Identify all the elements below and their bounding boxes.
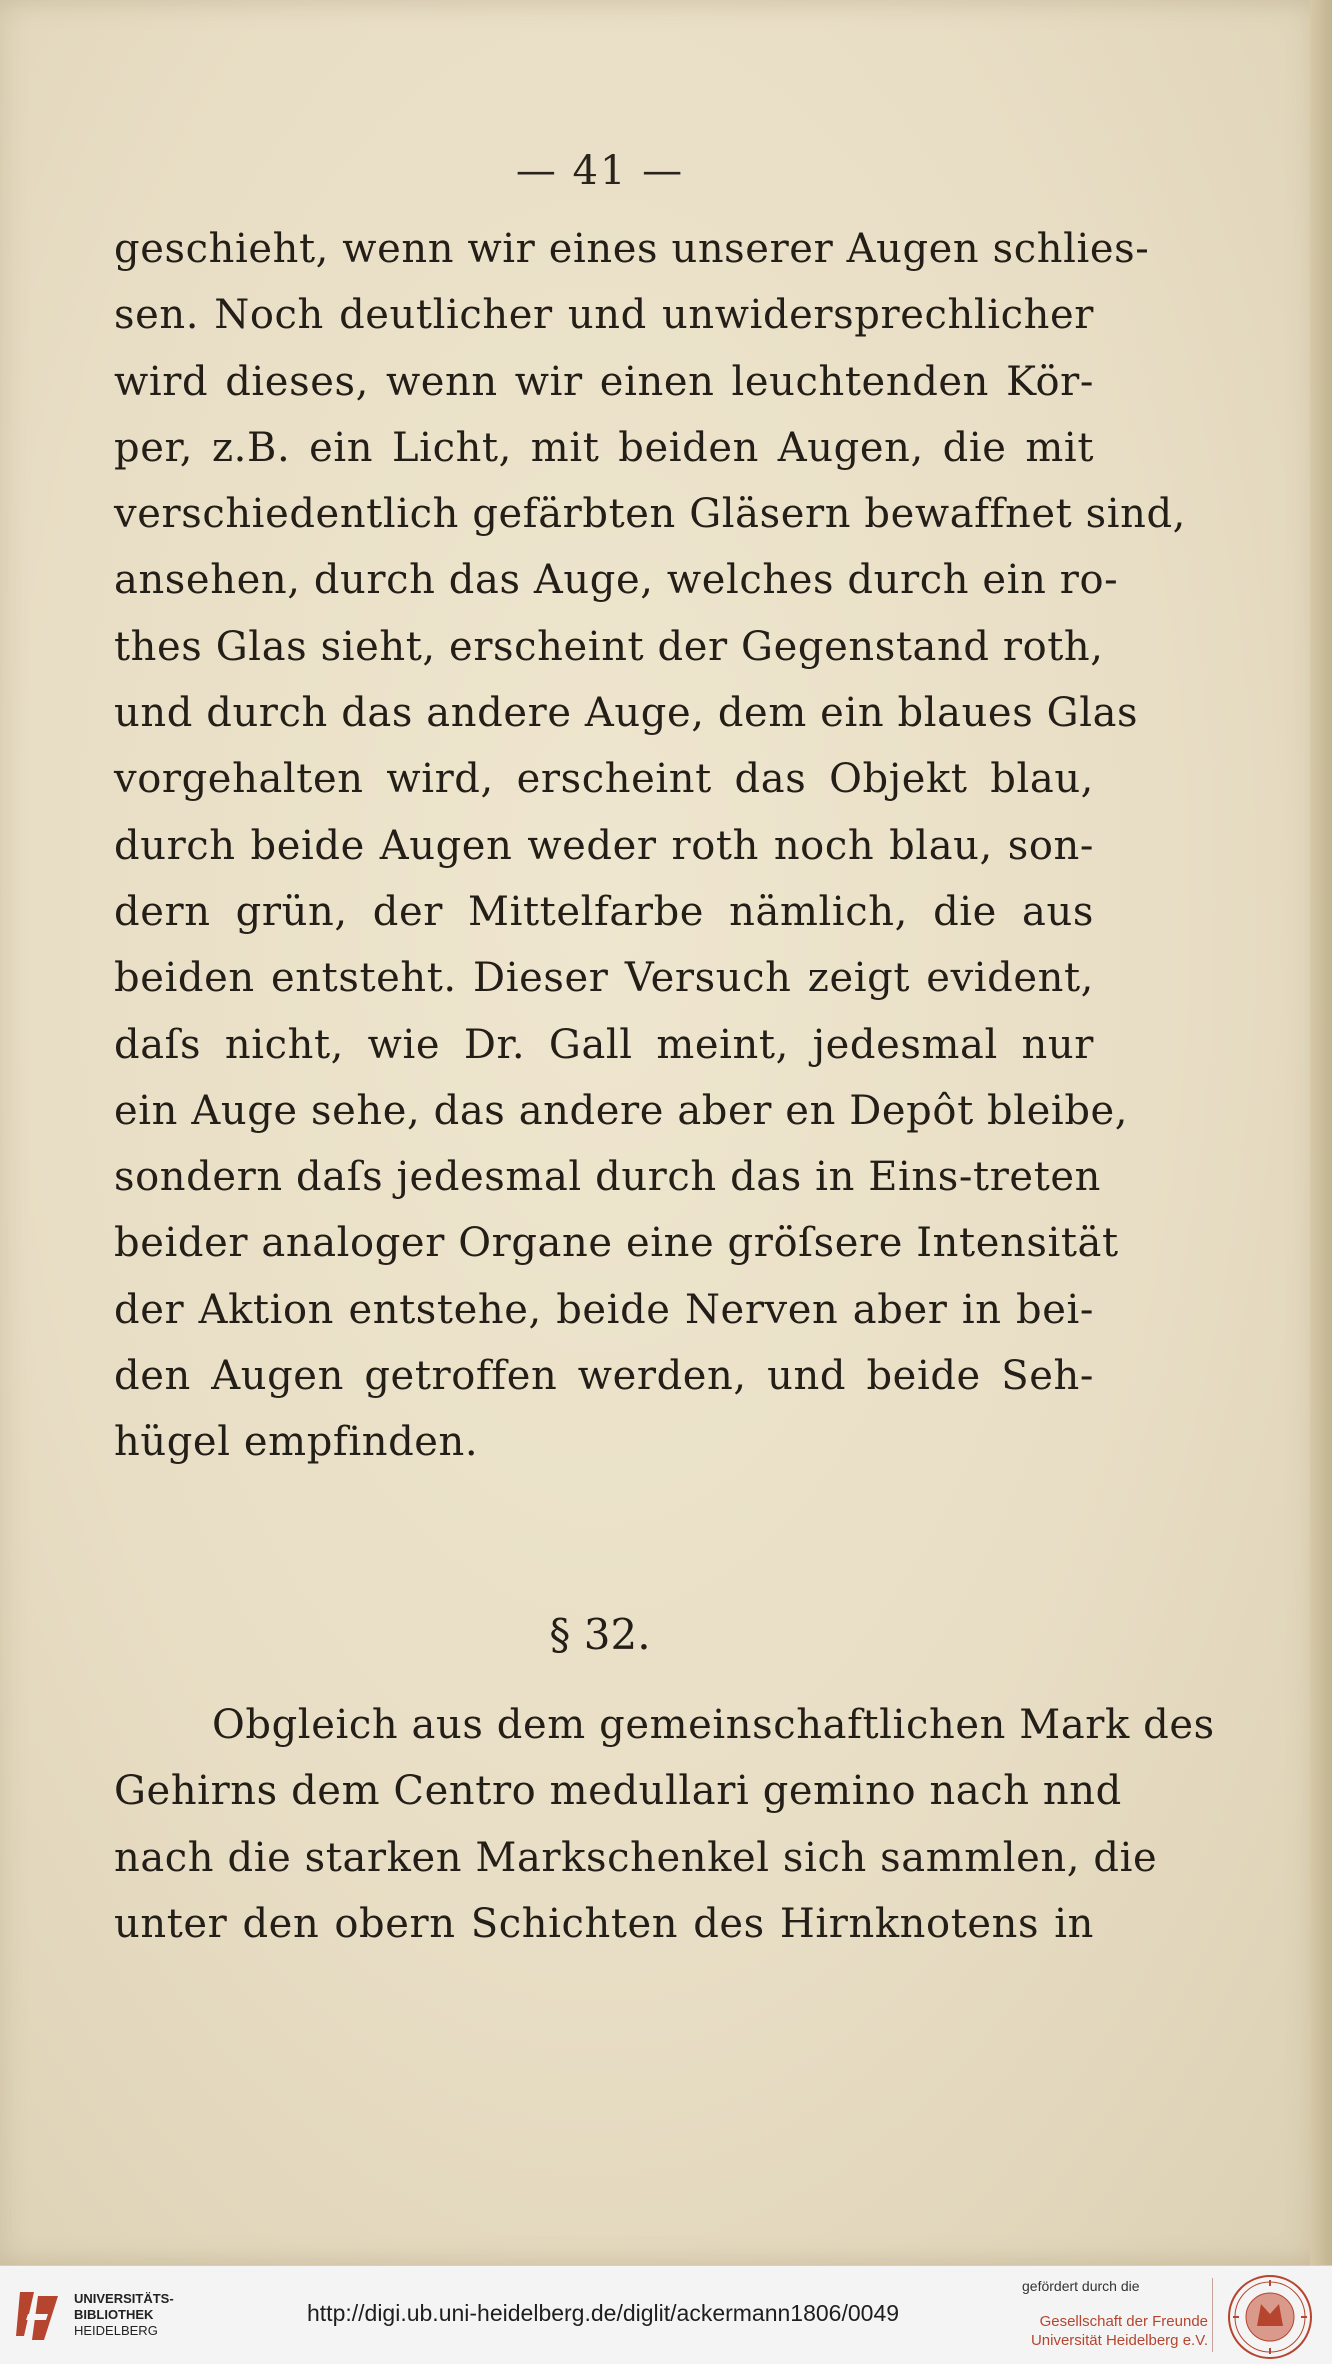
- text-line: beiden entsteht. Dieser Versuch zeigt evident,: [114, 955, 1094, 1002]
- text-line: und durch das andere Auge, dem ein blaues Glas: [114, 690, 1139, 737]
- text-line: hügel empfinden.: [114, 1419, 479, 1466]
- page-number: — 41 —: [515, 148, 685, 194]
- text-line: den Augen getroffen werden, und beide Seh-: [114, 1353, 1094, 1400]
- text-line: durch beide Augen weder roth noch blau, son-: [114, 822, 1094, 869]
- sponsor-name-link[interactable]: [1012, 2312, 1208, 2350]
- footer-bar: [0, 2265, 1332, 2364]
- text-line: beider analoger Organe eine gröſsere Intensität: [114, 1220, 1119, 1267]
- text-line: Gehirns dem Centro medullari gemino nach nnd: [114, 1768, 1122, 1815]
- text-line: ansehen, durch das Auge, welches durch ein ro-: [114, 557, 1119, 604]
- text-line: wird dieses, wenn wir einen leuchtenden Kör-: [114, 358, 1094, 405]
- library-name[interactable]: [74, 2291, 174, 2339]
- text-line: der Aktion entstehe, beide Nerven aber in bei-: [114, 1286, 1094, 1333]
- text-line: dern grün, der Mittelfarbe nämlich, die aus: [114, 888, 1094, 935]
- text-line: vorgehalten wird, erscheint das Objekt blau,: [114, 756, 1094, 803]
- text-line: per, z.B. ein Licht, mit beiden Augen, die mit: [114, 424, 1094, 471]
- text-line: unter den obern Schichten des Hirnknotens in: [114, 1900, 1094, 1947]
- sponsor-divider: [1212, 2278, 1213, 2352]
- text-line: sondern daſs jedesmal durch das in Eins-treten: [114, 1154, 1102, 1201]
- paragraph-2: [114, 1692, 1215, 1957]
- text-line: geschieht, wenn wir eines unserer Augen schlies-: [114, 226, 1150, 272]
- section-heading: § 32.: [549, 1610, 651, 1659]
- sponsor-name-line: Universität Heidelberg e.V.: [1030, 2332, 1208, 2349]
- university-seal-icon[interactable]: [1227, 2274, 1313, 2360]
- page-edge-shadow: [1310, 0, 1332, 2265]
- ub-heidelberg-logo-icon[interactable]: [14, 2286, 64, 2344]
- library-name-line: UNIVERSITÄTS-: [74, 2291, 174, 2306]
- sponsor-name-line: Gesellschaft der Freunde: [1039, 2313, 1208, 2330]
- text-line: thes Glas sieht, erscheint der Gegenstand roth,: [114, 623, 1104, 670]
- text-line: nach die starken Markschenkel sich sammlen, die: [114, 1834, 1158, 1881]
- library-name-line: HEIDELBERG: [74, 2323, 158, 2338]
- text-line: sen. Noch deutlicher und unwidersprechlicher: [114, 292, 1094, 339]
- text-line: ein Auge sehe, das andere aber en Depôt bleibe,: [114, 1087, 1129, 1134]
- paragraph-1: [114, 216, 1186, 1476]
- document-url-link[interactable]: http://digi.ub.uni-heidelberg.de/diglit/ackermann1806/0049: [307, 2300, 900, 2326]
- sponsor-intro: gefördert durch die: [1022, 2278, 1140, 2294]
- text-line: verschiedentlich gefärbten Gläsern bewaffnet sind,: [114, 491, 1186, 538]
- library-name-line: BIBLIOTHEK: [74, 2307, 154, 2322]
- text-line: Obgleich aus dem gemeinschaftlichen Mark des: [212, 1702, 1215, 1748]
- text-line: daſs nicht, wie Dr. Gall meint, jedesmal nur: [114, 1021, 1094, 1068]
